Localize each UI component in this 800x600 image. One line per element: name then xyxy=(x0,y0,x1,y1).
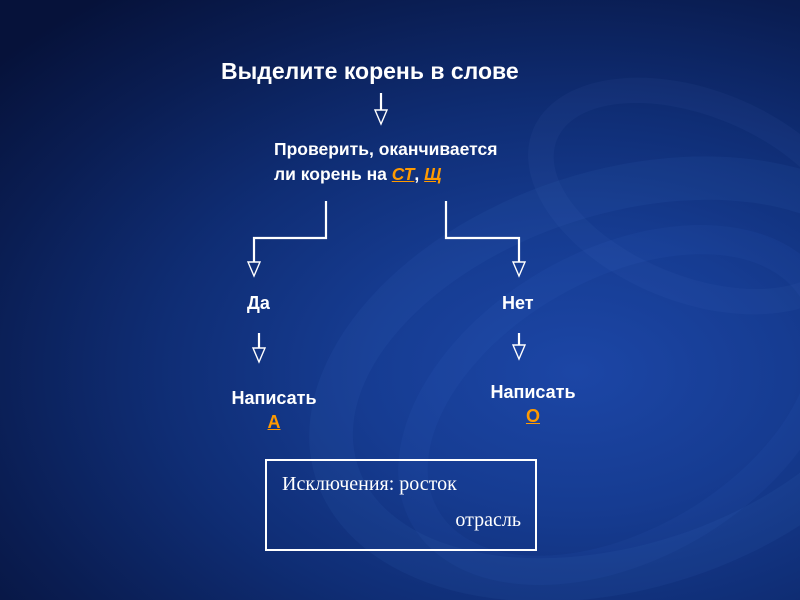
result-o-letter: О xyxy=(525,406,540,426)
question-line-1: Проверить, оканчивается xyxy=(274,139,498,159)
arrowhead-no-down xyxy=(513,262,525,276)
arrowhead-yes-write-down xyxy=(253,348,265,362)
question-separator: , xyxy=(414,164,425,184)
exceptions-line-1: Исключения: росток xyxy=(282,473,457,495)
option-st: СТ xyxy=(391,164,415,184)
question-line-2-prefix: ли корень на xyxy=(274,164,392,184)
branch-yes-label: Да xyxy=(247,293,270,313)
result-a-letter: А xyxy=(267,412,281,432)
connector-to-no xyxy=(446,201,519,262)
question-block xyxy=(274,137,497,187)
arrowhead-yes-down xyxy=(248,262,260,276)
result-a-action: Написать xyxy=(231,388,317,408)
result-write-a xyxy=(220,386,328,434)
branch-no-label: Нет xyxy=(502,293,534,313)
diagram-title: Выделите корень в слове xyxy=(221,58,519,84)
option-sch: Щ xyxy=(424,164,442,184)
arrowhead-title-down xyxy=(375,110,387,124)
question-line-2 xyxy=(274,162,497,187)
result-o-action: Написать xyxy=(490,382,576,402)
result-write-o xyxy=(479,380,587,428)
connector-to-yes xyxy=(254,201,326,262)
arrowhead-no-write-down xyxy=(513,345,525,359)
exceptions-box xyxy=(265,459,537,551)
exceptions-line-2: отрасль xyxy=(455,509,521,531)
